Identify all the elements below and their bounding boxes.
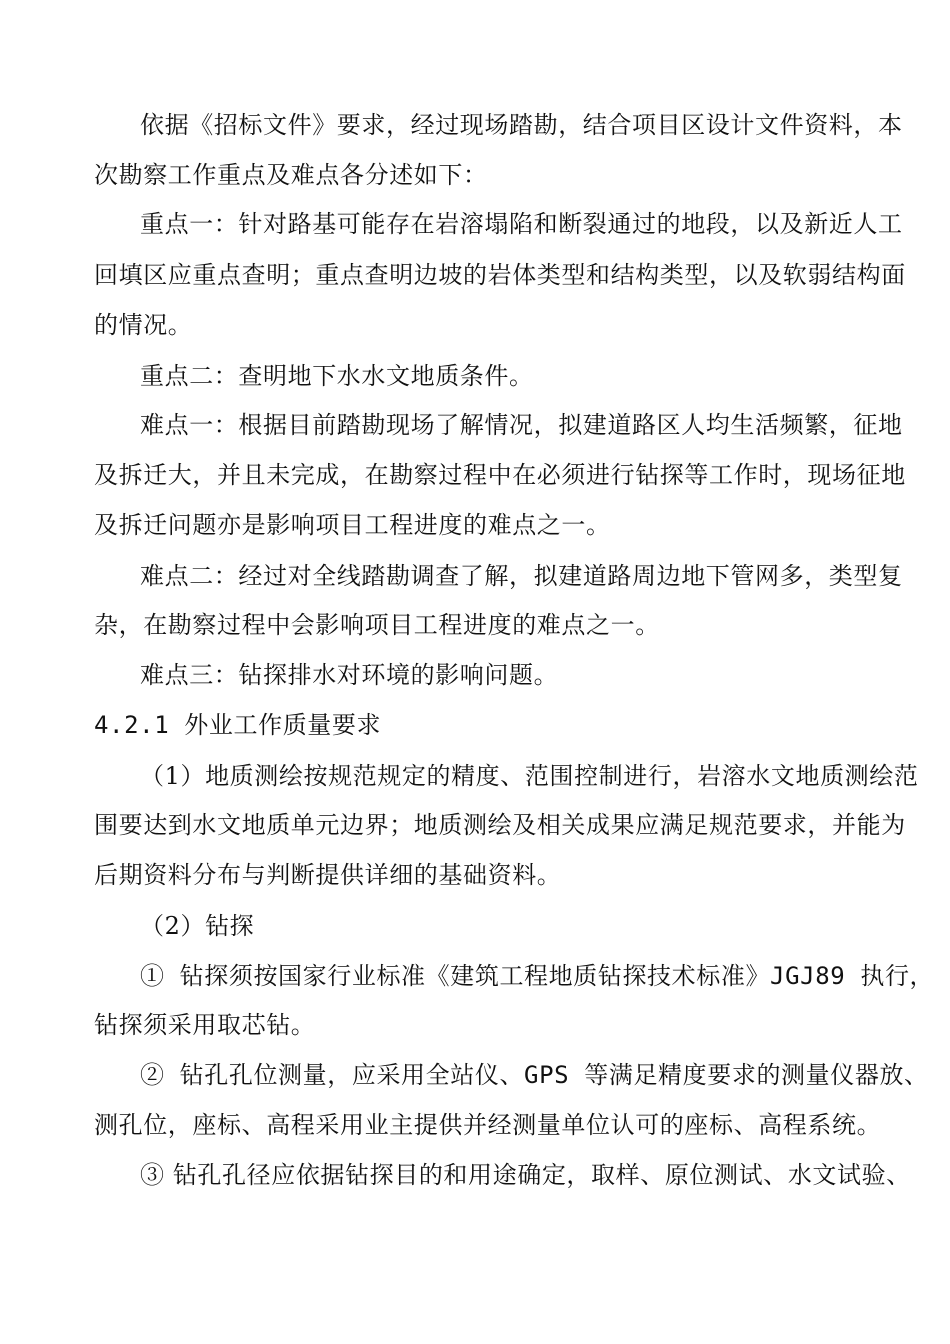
text-line: 依据《招标文件》要求，经过现场踏勘，结合项目区设计文件资料，本 xyxy=(140,111,903,139)
text-line: 的情况。 xyxy=(94,311,193,339)
text-line: 难点二：经过对全线踏勘调查了解，拟建道路周边地下管网多，类型复 xyxy=(140,562,903,590)
text-line: （1）地质测绘按规范规定的精度、范围控制进行，岩溶水文地质测绘范 xyxy=(140,762,919,790)
text-line: 及拆迁大，并且未完成，在勘察过程中在必须进行钻探等工作时，现场征地 xyxy=(94,461,906,489)
text-line: 钻探须采用取芯钻。 xyxy=(94,1011,316,1039)
text-line: 次勘察工作重点及难点各分述如下： xyxy=(94,161,488,189)
text-line: ② 钻孔孔位测量，应采用全站仪、GPS 等满足精度要求的测量仪器放、 xyxy=(140,1061,929,1089)
text-line: 围要达到水文地质单元边界；地质测绘及相关成果应满足规范要求，并能为 xyxy=(94,811,906,839)
text-line: 难点三：钻探排水对环境的影响问题。 xyxy=(140,661,559,689)
text-line: ③ 钻孔孔径应依据钻探目的和用途确定，取样、原位测试、水文试验、 xyxy=(140,1161,911,1189)
text-line: 难点一：根据目前踏勘现场了解情况，拟建道路区人均生活频繁，征地 xyxy=(140,411,903,439)
text-line: 后期资料分布与判断提供详细的基础资料。 xyxy=(94,861,562,889)
text-line: 杂，在勘察过程中会影响项目工程进度的难点之一。 xyxy=(94,611,660,639)
section-heading: 4.2.1 外业工作质量要求 xyxy=(94,711,382,739)
text-line: （2）钻探 xyxy=(140,912,255,940)
text-line: 及拆迁问题亦是影响项目工程进度的难点之一。 xyxy=(94,511,611,539)
text-line: 回填区应重点查明；重点查明边坡的岩体类型和结构类型，以及软弱结构面 xyxy=(94,261,906,289)
text-line: 重点一：针对路基可能存在岩溶塌陷和断裂通过的地段，以及新近人工 xyxy=(140,210,903,238)
text-line: ① 钻探须按国家行业标准《建筑工程地质钻探技术标准》JGJ89 执行， xyxy=(140,962,935,990)
text-line: 测孔位，座标、高程采用业主提供并经测量单位认可的座标、高程系统。 xyxy=(94,1111,882,1139)
text-line: 重点二：查明地下水水文地质条件。 xyxy=(140,362,534,390)
